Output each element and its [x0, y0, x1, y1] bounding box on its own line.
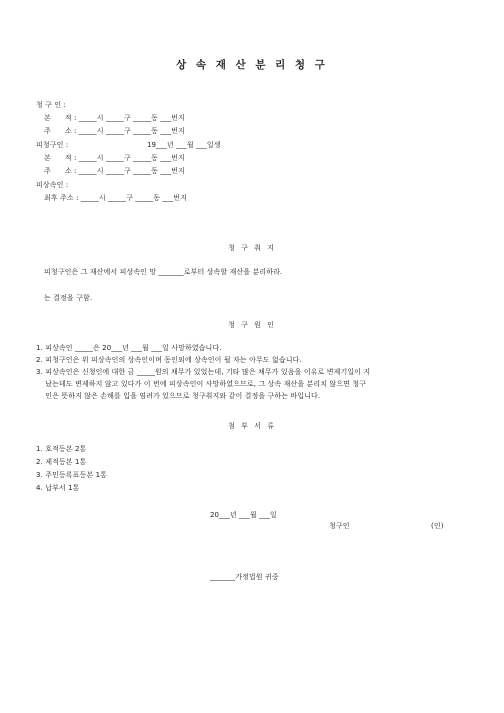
attachments-heading: 첨 부 서 류 [228, 422, 276, 430]
cause-item-3-cont-1: 났는데도 변제하지 않고 있다가 이 번에 피상속인이 사망하였으므로, 그 상속 재산을 분리치 않으면 청구 [36, 380, 367, 388]
cause-item-2: 2. 피청구인은 위 피상속인의 상속인이며 동인외에 상속인이 될 자는 아무도 없습니다. [36, 356, 302, 364]
decedent-label: 피상속인 : [36, 181, 69, 189]
filing-date: 20___년 ___월 ___일 [210, 511, 277, 519]
purpose-heading: 청 구 취 지 [228, 244, 276, 252]
claimant-address: 주 소 : _____시 _____구 _____동 ___번지 [44, 127, 185, 135]
respondent-address: 주 소 : _____시 _____구 _____동 ___번지 [44, 167, 185, 175]
cause-heading: 청 구 원 인 [228, 321, 276, 329]
attachment-item-4: 4. 납부서 1통 [36, 484, 80, 492]
purpose-line-2: 는 결정을 구함. [44, 294, 93, 302]
cause-item-3: 3. 피상속인은 신청인에 대한 금 _____원의 채무가 있었는데, 기타 많은 채무가 있음을 이유로 변제기일이 지 [36, 368, 371, 376]
attachment-item-2: 2. 제적등본 1통 [36, 458, 87, 466]
respondent-label: 피청구인 : [36, 141, 69, 149]
court-addressee: _______가정법원 귀중 [210, 573, 279, 581]
purpose-line-1: 피청구인은 그 재산에서 피상속인 망 _______로부터 상속할 재산을 분리하라. [44, 268, 283, 276]
cause-item-1: 1. 피상속인 _____은 20___년 ___월 ___일 사망하였습니다. [36, 344, 222, 352]
respondent-domicile: 본 적 : _____시 _____구 _____동 ___번지 [44, 154, 185, 162]
respondent-birth: 19___년 ___월 ___일생 [147, 141, 221, 149]
claimant-domicile: 본 적 : _____시 _____구 _____동 ___번지 [44, 114, 185, 122]
seal-mark: (인) [431, 522, 444, 530]
attachment-item-3: 3. 주민등록표등본 1통 [36, 471, 107, 479]
attachment-item-1: 1. 호적등본 2통 [36, 445, 87, 453]
page-title: 상 속 재 산 분 리 청 구 [176, 59, 328, 71]
decedent-last-address: 최후 주소 : _____시 _____구 _____동 ___번지 [44, 194, 187, 202]
claimant-signature-label: 청구인 [329, 522, 350, 530]
claimant-label: 청 구 인 : [36, 101, 67, 109]
cause-item-3-cont-2: 인은 뜻하지 않은 손해를 입을 염려가 있으므로 청구취지와 같이 결정을 구하는 바입니다. [36, 392, 321, 400]
